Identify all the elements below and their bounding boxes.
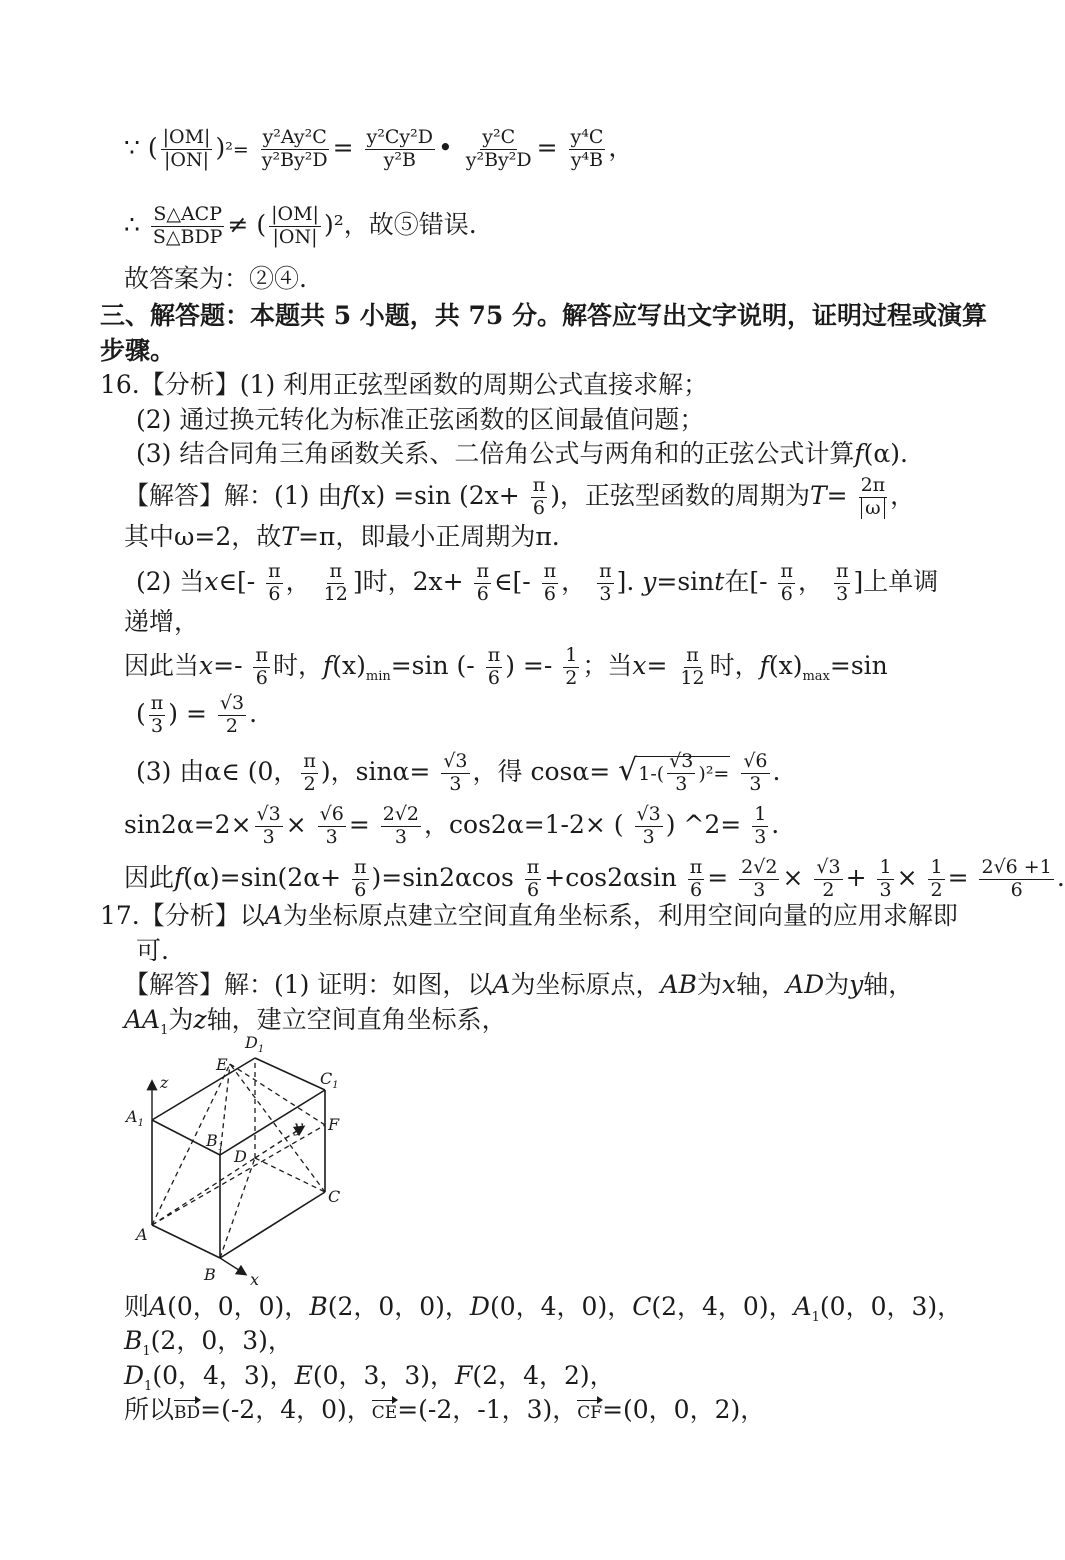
- q16-analysis-line: 16.【分析】(1) 利用正弦型函数的周期公式直接求解；: [100, 370, 709, 399]
- label-D: D: [234, 1147, 247, 1166]
- fraction-1: $\frac{\text{y²Ay²C}}{\text{y²By²D}}$: [261, 126, 328, 171]
- label-y: y: [294, 1117, 304, 1136]
- q17-vectors: 所以BD=(-2，4，0)，CE=(-2，-1，3)，CF=(0，0，2)，: [124, 1395, 766, 1424]
- q17-analysis-line: 17.【分析】以A为坐标原点建立空间直角坐标系，利用空间向量的应用求解即: [100, 901, 958, 930]
- q16-final-value: 因此f(α)=sin(2α+ $\frac{\pi}{6}$ )=sin2αcos $\frac{\pi}{6}$ +cos2αsin $\frac{\pi}{6}$ = $\frac{2√2}{3}$ × $\frac{√3}{2}$ + $\frac{1}{3}$ × $\frac{1}{2}$ = $\frac{2√6 +1}{6}$ .: [124, 856, 1065, 901]
- q16-analysis-2: (2) 通过换元转化为标准正弦函数的区间最值问题；: [136, 405, 705, 434]
- label-F: F: [328, 1115, 340, 1134]
- answer-line: 故答案为：②④.: [124, 264, 307, 293]
- q16-analysis-3: (3) 结合同角三角函数关系、二倍角公式与两角和的正弦公式计算f(α).: [136, 439, 908, 468]
- solution-tag: 【解答】: [124, 970, 225, 999]
- line-A-F: [152, 1125, 325, 1225]
- label-E: E: [216, 1055, 228, 1074]
- because-symbol: ∵: [124, 132, 140, 162]
- label-A: A: [136, 1225, 148, 1244]
- line-E-F: [230, 1064, 325, 1125]
- edge-D1-C1: [255, 1058, 325, 1090]
- ratio-om-on: $\frac{|OM|}{|ON|}$: [162, 126, 211, 171]
- label-z: z: [160, 1073, 169, 1092]
- label-D1: $D_1$: [245, 1033, 265, 1055]
- cuboid-diagram: [120, 1030, 360, 1290]
- q16-solution-2-extrema: 因此当x=- $\frac{\pi}{6}$ 时，$f(x)_{min}=\sin$ (- $\frac{\pi}{6}$ ) =- $\frac{1}{2}$ ；当x= $\frac{\pi}{12}$ 时，$f(x)_{max}=\sin$: [124, 644, 888, 689]
- q17-coords-3: $D_1(0$，4，3)，E(0，3，3)，F(2，4，2)，: [124, 1361, 615, 1394]
- q16-solution-2-max-value: ( $\frac{\pi}{3}$ ) = $\frac{√3}{2}$ .: [136, 692, 258, 737]
- area-fraction: $\frac{\text{S△ACP}}{\text{S△BDP}}$: [152, 203, 223, 248]
- edge-A-B: [152, 1225, 220, 1258]
- q16-double-angle: sin2α=2× $\frac{√3}{3}$ × $\frac{√6}{3}$ = $\frac{2√2}{3}$ ，cos2α=1-2× ( $\frac{√3}{3}$ ) ^2= $\frac{1}{3}$ .: [124, 803, 780, 848]
- label-x: x: [250, 1270, 260, 1289]
- vector-CE: CE: [371, 1403, 398, 1423]
- x-axis: [220, 1258, 245, 1274]
- sqrt-expression: 1-( $\frac{√3}{3}$ )²=: [638, 750, 730, 795]
- ratio-om-on-2: $\frac{|OM|}{|ON|}$: [271, 203, 319, 248]
- q17-solution-1-cont: $AA_1$为z轴，建立空间直角坐标系，: [124, 1005, 507, 1038]
- fraction-3: $\frac{\text{y²C}}{\text{y²By²D}}$: [465, 126, 532, 171]
- q17-solution-1: 【解答】解：(1) 证明：如图，以A为坐标原点，AB为x轴，AD为y轴，: [124, 970, 914, 999]
- section-heading-cont: 步骤。: [100, 336, 176, 365]
- label-B1: $B_1$: [206, 1131, 225, 1153]
- vector-BD: BD: [174, 1403, 201, 1423]
- edge-D-C: [255, 1158, 325, 1192]
- analysis-tag: 【分析】: [139, 901, 240, 930]
- section-heading: 三、解答题：本题共 5 小题，共 75 分。解答应写出文字说明，证明过程或演算: [100, 301, 988, 330]
- ratio-equation-line: ∵ ( $\frac{|OM|}{|ON|}$ )²= $\frac{\text{y²Ay²C}}{\text{y²By²D}}$ = $\frac{\text{y²Cy²D}}{\text{y²B}}$ • $\frac{\text{y²C}}{\text{y²By²D}}$ = $\frac{\text{y⁴C}}{\text{y⁴B}}$ ，: [124, 126, 634, 171]
- q17-coords-1: 则A(0，0，0)，B(2，0，0)，D(0，4，0)，C(2，4，0)，$A_1(0$，0，3)，: [124, 1292, 963, 1325]
- label-B: B: [204, 1265, 216, 1284]
- line-B-D: [220, 1158, 255, 1258]
- analysis-tag: 【分析】: [139, 370, 240, 399]
- q16-solution-1: 【解答】解：(1) 由f(x) =sin (2x+ $\frac{\pi}{6}$ )，正弦型函数的周期为T= $\frac{2\pi}{\omega}$ ，: [124, 474, 916, 519]
- fraction-2: $\frac{\text{y²Cy²D}}{\text{y²B}}$: [366, 126, 434, 171]
- therefore-symbol: ∴: [124, 209, 140, 239]
- q17-analysis-cont: 可.: [136, 936, 169, 965]
- vector-CF: CF: [577, 1403, 603, 1423]
- solution-tag: 【解答】: [124, 480, 225, 510]
- edge-B1-C1: [220, 1090, 325, 1155]
- q17-coords-2: $B_1(2$，0，3)，: [124, 1326, 293, 1359]
- q16-number: 16.: [100, 370, 140, 399]
- q17-number: 17.: [100, 901, 140, 930]
- label-C1: $C_1$: [320, 1069, 339, 1091]
- fraction-4: $\frac{\text{y⁴C}}{\text{y⁴B}}$: [570, 126, 604, 171]
- q16-solution-2-cont: 递增，: [124, 607, 200, 636]
- q16-solution-1-cont: 其中ω=2，故T=π，即最小正周期为π.: [124, 522, 560, 551]
- edge-B-C: [220, 1192, 325, 1258]
- q16-solution-3: (3) 由α∈ (0， $\frac{\pi}{2}$ )，sinα= $\frac{√3}{3}$ ，得 cosα= √1-( $\frac{√3}{3}$ )²= $\frac{√6}{3}$ .: [136, 750, 781, 795]
- label-A1: $A_1$: [126, 1107, 144, 1129]
- edge-A-D: [152, 1158, 255, 1225]
- q16-solution-2: (2) 当x∈[- $\frac{\pi}{6}$ ， $\frac{\pi}{12}$ ]时，2x+ $\frac{\pi}{6}$ ∈[- $\frac{\pi}{6}$ ， $\frac{\pi}{3}$ ]. y=sint在[- $\frac{\pi}{6}$ ， $\frac{\pi}{3}$ ]上单调: [136, 560, 939, 605]
- label-C: C: [328, 1187, 341, 1206]
- area-ratio-line: ∴ $\frac{\text{S△ACP}}{\text{S△BDP}}$ ≠ ( $\frac{|OM|}{|ON|}$ )²，故⑤错误.: [124, 203, 477, 248]
